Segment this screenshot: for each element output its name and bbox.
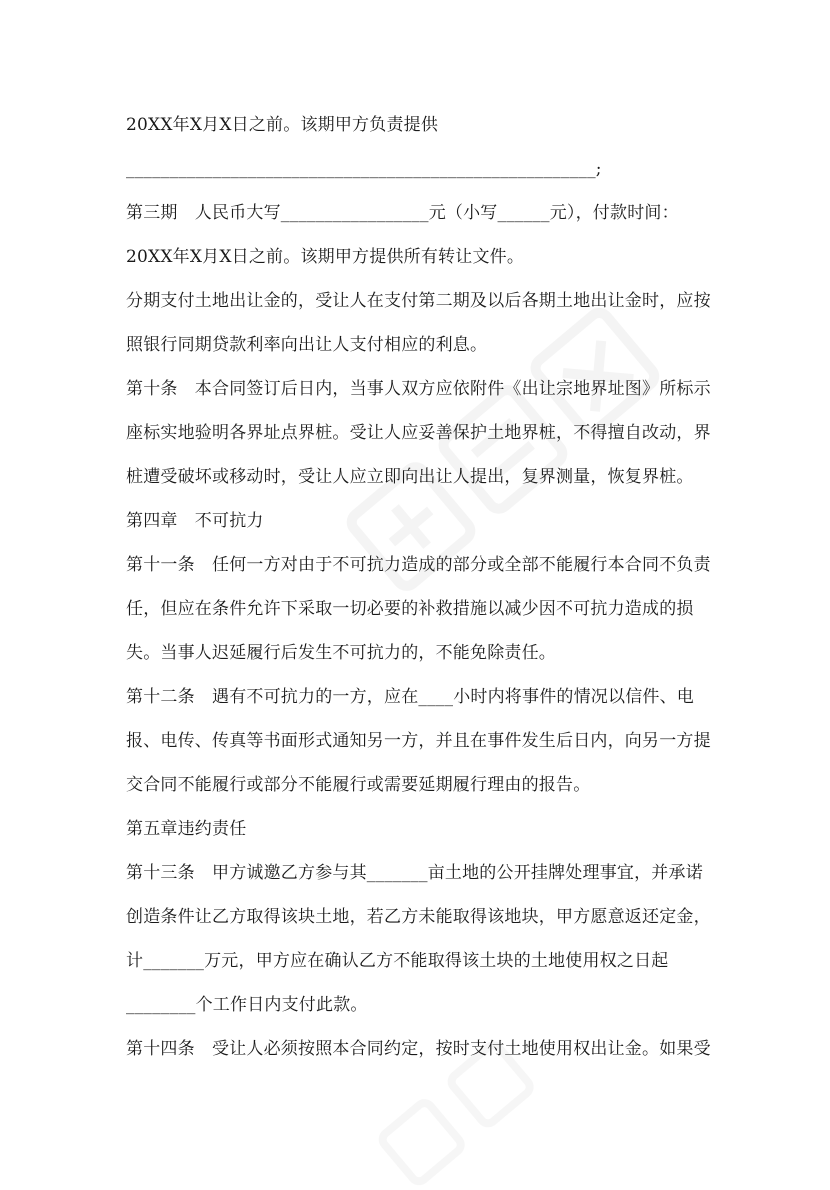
text-line-21: ________个工作日内支付此款。 (126, 995, 368, 1015)
text-line-14: 第十二条 遇有不可抗力的一方，应在____小时内将事件的情况以信件、电 (126, 687, 694, 707)
text-line-22: 第十四条 受让人必须按照本合同约定，按时支付土地使用权出让金。如果受 (126, 1039, 711, 1059)
text-line-13: 失。当事人迟延履行后发生不可抗力的，不能免除责任。 (126, 643, 556, 663)
text-line-1: 20XX年X月X日之前。该期甲方负责提供 (126, 115, 439, 135)
text-line-15: 报、电传、传真等书面形式通知另一方，并且在事件发生后日内，向另一方提 (126, 731, 711, 751)
text-line-18: 第十三条 甲方诚邀乙方参与其_______亩土地的公开挂牌处理事宜，并承诺 (126, 863, 703, 883)
text-line-12: 任，但应在条件允许下采取一切必要的补救措施以减少因不可抗力造成的损 (126, 599, 694, 619)
text-line-4: 20XX年X月X日之前。该期甲方提供所有转让文件。 (126, 247, 525, 267)
text-line-3: 第三期 人民币大写_________________元（小写______元），付款时间： (126, 203, 679, 223)
text-line-2: ______________________________________________________; (126, 159, 602, 179)
text-line-7: 第十条 本合同签订后日内，当事人双方应依附件《出让宗地界址图》所标示 (126, 379, 711, 399)
text-line-19: 创造条件让乙方取得该块土地，若乙方未能取得该地块，甲方愿意返还定金， (126, 907, 711, 927)
text-line-5: 分期支付土地出让金的，受让人在支付第二期及以后各期土地出让金时，应按 (126, 291, 711, 311)
text-line-9: 桩遭受破坏或移动时，受让人应立即向出让人提出，复界测量，恢复界桩。 (126, 467, 694, 487)
chapter-heading-4: 第四章 不可抗力 (126, 511, 264, 531)
text-line-6: 照银行同期贷款利率向出让人支付相应的利息。 (126, 335, 488, 355)
text-line-20: 计_______万元，甲方应在确认乙方不能取得该土块的土地使用权之日起 (126, 951, 669, 971)
text-line-8: 座标实地验明各界址点界桩。受让人应妥善保护土地界桩，不得擅自改动，界 (126, 423, 711, 443)
chapter-heading-5: 第五章违约责任 (126, 819, 247, 839)
text-line-11: 第十一条 任何一方对由于不可抗力造成的部分或全部不能履行本合同不负责 (126, 555, 711, 575)
text-line-16: 交合同不能履行或部分不能履行或需要延期履行理由的报告。 (126, 775, 591, 795)
